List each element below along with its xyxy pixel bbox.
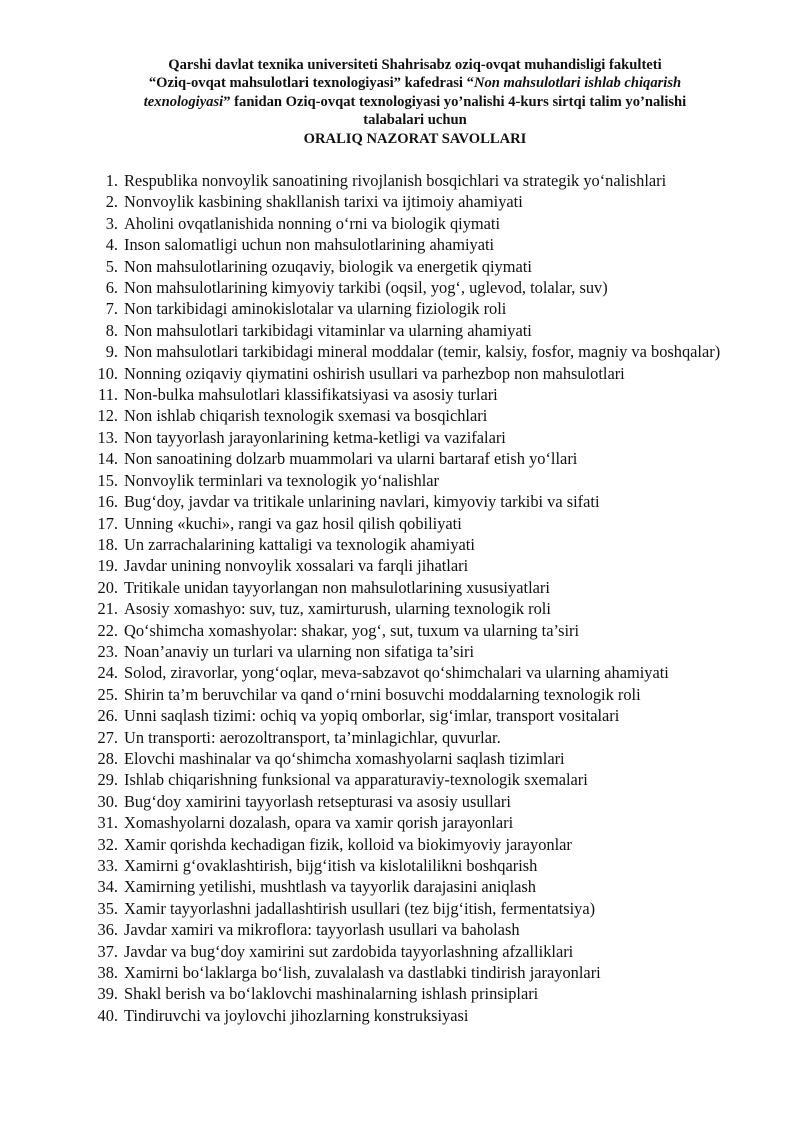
header-line-audience: talabalari uchun — [363, 112, 467, 129]
question-item — [76, 919, 746, 940]
question-item — [76, 191, 746, 212]
question-item — [76, 341, 746, 362]
question-number: 24. — [97, 663, 118, 683]
questions-list — [76, 170, 746, 1026]
question-number: 4. — [105, 235, 118, 255]
question-number: 6. — [105, 278, 118, 298]
question-number: 14. — [97, 449, 118, 469]
question-number: 7. — [105, 299, 118, 319]
question-text: Xamirning yetilishi, mushtlash va tayyorlik darajasini aniqlash — [124, 877, 536, 897]
question-number: 32. — [97, 834, 118, 854]
question-number: 5. — [105, 256, 118, 276]
header-line-university: Qarshi davlat texnika universiteti Shahrisabz oziq-ovqat muhandisligi fakulteti — [168, 57, 662, 73]
question-text: Javdar va bug‘doy xamirini sut zardobida tayyorlashning afzalliklari — [124, 941, 574, 961]
question-item — [76, 876, 746, 897]
question-item — [76, 620, 746, 641]
question-text: Non mahsulotlari tarkibidagi mineral moddalar (temir, kalsiy, fosfor, magniy va boshqalar) — [124, 342, 721, 362]
question-text: Non mahsulotlari tarkibidagi vitaminlar va ularning ahamiyati — [124, 320, 532, 340]
question-item — [76, 769, 746, 790]
header-line-course: texnologiyasi” fanidan Oziq-ovqat texnologiyasi yo’nalishi 4-kurs sirtqi talim yo’nalishi — [143, 93, 687, 110]
question-item — [76, 898, 746, 919]
question-item — [76, 363, 746, 384]
question-text: Unni saqlash tizimi: ochiq va yopiq omborlar, sig‘imlar, transport vositalari — [124, 706, 620, 726]
course-name-part2: texnologiyasi — [143, 93, 224, 110]
question-number: 26. — [97, 706, 118, 726]
question-text: Solod, ziravorlar, yong‘oqlar, meva-sabzavot qo‘shimchalari va ularning ahamiyati — [124, 663, 669, 683]
question-text: Qo‘shimcha xomashyolar: shakar, yog‘, sut, tuxum va ularning ta’siri — [124, 620, 580, 640]
question-item — [76, 448, 746, 469]
question-item — [76, 470, 746, 491]
question-number: 29. — [97, 770, 118, 790]
question-number: 34. — [97, 877, 118, 897]
question-text: Unning «kuchi», rangi va gaz hosil qilish qobiliyati — [124, 513, 462, 533]
question-text: Nonvoylik kasbining shakllanish tarixi va ijtimoiy ahamiyati — [124, 192, 523, 212]
question-item — [76, 941, 746, 962]
question-item — [76, 705, 746, 726]
question-number: 2. — [105, 192, 118, 212]
question-item — [76, 384, 746, 405]
question-number: 36. — [97, 920, 118, 940]
question-text: Javdar unining nonvoylik xossalari va farqli jihatlari — [124, 556, 469, 576]
question-text: Tindiruvchi va joylovchi jihozlarning konstruksiyasi — [124, 1005, 469, 1025]
question-number: 28. — [97, 748, 118, 768]
question-text: Tritikale unidan tayyorlangan non mahsulotlarining xususiyatlari — [124, 577, 550, 597]
question-item — [76, 812, 746, 833]
question-item — [76, 855, 746, 876]
question-number: 31. — [97, 813, 118, 833]
question-text: Non tarkibidagi aminokislotalar va ularning fiziologik roli — [124, 299, 507, 319]
question-number: 25. — [97, 684, 118, 704]
question-text: Bug‘doy xamirini tayyorlash retsepturasi va asosiy usullari — [124, 791, 511, 811]
document-title: ORALIQ NAZORAT SAVOLLARI — [303, 130, 527, 147]
question-item — [76, 555, 746, 576]
question-number: 11. — [98, 385, 118, 405]
question-text: Un transporti: aerozoltransport, ta’minlagichlar, quvurlar. — [124, 727, 501, 747]
question-item — [76, 234, 746, 255]
question-item — [76, 427, 746, 448]
question-number: 9. — [105, 342, 118, 362]
question-number: 19. — [97, 556, 118, 576]
question-item — [76, 748, 746, 769]
question-number: 16. — [97, 492, 118, 512]
question-number: 15. — [97, 470, 118, 490]
question-number: 17. — [97, 513, 118, 533]
question-item — [76, 170, 746, 191]
question-text: Asosiy xomashyo: suv, tuz, xamirturush, ularning texnologik roli — [124, 599, 551, 619]
question-number: 35. — [97, 898, 118, 918]
question-text: Xamirni g‘ovaklashtirish, bijg‘itish va kislotalilikni boshqarish — [124, 856, 538, 875]
document-header — [95, 56, 735, 148]
question-item — [76, 983, 746, 1004]
question-number: 18. — [97, 534, 118, 554]
question-number: 21. — [97, 599, 118, 619]
question-number: 33. — [97, 856, 118, 875]
question-item — [76, 577, 746, 598]
question-number: 40. — [97, 1005, 118, 1025]
question-text: Ishlab chiqarishning funksional va apparaturaviy-texnologik sxemalari — [124, 770, 588, 790]
question-text: Un zarrachalarining kattaligi va texnologik ahamiyati — [124, 534, 475, 554]
course-name-part1: Non mahsulotlari ishlab chiqarish — [473, 75, 682, 92]
question-text: Aholini ovqatlanishida nonning o‘rni va biologik qiymati — [124, 213, 501, 233]
question-number: 22. — [97, 620, 118, 640]
question-text: Bug‘doy, javdar va tritikale unlarining navlari, kimyoviy tarkibi va sifati — [124, 492, 600, 512]
question-item — [76, 1005, 746, 1026]
question-text: Xamirni bo‘laklarga bo‘lish, zuvalalash va dastlabki tindirish jarayonlari — [124, 963, 601, 983]
question-item — [76, 641, 746, 662]
question-item — [76, 513, 746, 534]
question-item — [76, 405, 746, 426]
question-text: Non sanoatining dolzarb muammolari va ularni bartaraf etish yo‘llari — [124, 449, 578, 469]
question-item — [76, 598, 746, 619]
question-number: 37. — [97, 941, 118, 961]
question-number: 20. — [97, 577, 118, 597]
question-item — [76, 834, 746, 855]
header-line-department: “Oziq-ovqat mahsulotlari texnologiyasi” kafedrasi “Non mahsulotlari ishlab chiqarish — [148, 75, 682, 92]
question-number: 10. — [97, 363, 118, 383]
question-item — [76, 534, 746, 555]
question-item — [76, 491, 746, 512]
question-item — [76, 277, 746, 298]
question-number: 8. — [105, 320, 118, 340]
question-item — [76, 298, 746, 319]
question-item — [76, 962, 746, 983]
question-number: 27. — [97, 727, 118, 747]
question-number: 1. — [105, 171, 118, 190]
question-text: Non mahsulotlarining ozuqaviy, biologik va energetik qiymati — [124, 256, 532, 276]
question-item — [76, 727, 746, 748]
question-number: 39. — [97, 984, 118, 1004]
question-text: Shirin ta’m beruvchilar va qand o‘rnini bosuvchi moddalarning texnologik roli — [124, 684, 641, 704]
question-item — [76, 684, 746, 705]
question-text: Nonvoylik terminlari va texnologik yo‘nalishlar — [124, 470, 439, 490]
question-text: Non ishlab chiqarish texnologik sxemasi va bosqichlari — [124, 406, 488, 426]
question-number: 23. — [97, 641, 118, 661]
question-item — [76, 256, 746, 277]
question-item — [76, 320, 746, 341]
question-number: 12. — [97, 406, 118, 426]
question-item — [76, 791, 746, 812]
question-text: Inson salomatligi uchun non mahsulotlarining ahamiyati — [124, 235, 495, 255]
question-text: Non mahsulotlarining kimyoviy tarkibi (oqsil, yog‘, uglevod, tolalar, suv) — [124, 278, 608, 298]
question-text: Xamir tayyorlashni jadallashtirish usullari (tez bijg‘itish, fermentatsiya) — [124, 898, 596, 918]
question-text: Respublika nonvoylik sanoatining rivojlanish bosqichlari va strategik yo‘nalishlari — [124, 171, 667, 190]
question-text: Xamir qorishda kechadigan fizik, kolloid va biokimyoviy jarayonlar — [124, 834, 572, 854]
question-text: Noan’anaviy un turlari va ularning non sifatiga ta’siri — [124, 641, 475, 661]
question-number: 13. — [97, 427, 118, 447]
question-text: Javdar xamiri va mikroflora: tayyorlash usullari va baholash — [124, 920, 520, 940]
question-text: Shakl berish va bo‘laklovchi mashinalarning ishlash prinsiplari — [124, 984, 539, 1004]
question-number: 38. — [97, 963, 118, 983]
question-text: Xomashyolarni dozalash, opara va xamir qorish jarayonlari — [124, 813, 514, 833]
question-text: Non-bulka mahsulotlari klassifikatsiyasi va asosiy turlari — [124, 385, 498, 405]
question-item — [76, 662, 746, 683]
question-text: Elovchi mashinalar va qo‘shimcha xomashyolarni saqlash tizimlari — [124, 748, 565, 768]
question-number: 3. — [105, 213, 118, 233]
question-item — [76, 213, 746, 234]
question-text: Nonning oziqaviy qiymatini oshirish usullari va parhezbop non mahsulotlari — [124, 363, 625, 383]
question-text: Non tayyorlash jarayonlarining ketma-ketligi va vazifalari — [124, 427, 506, 447]
question-number: 30. — [97, 791, 118, 811]
